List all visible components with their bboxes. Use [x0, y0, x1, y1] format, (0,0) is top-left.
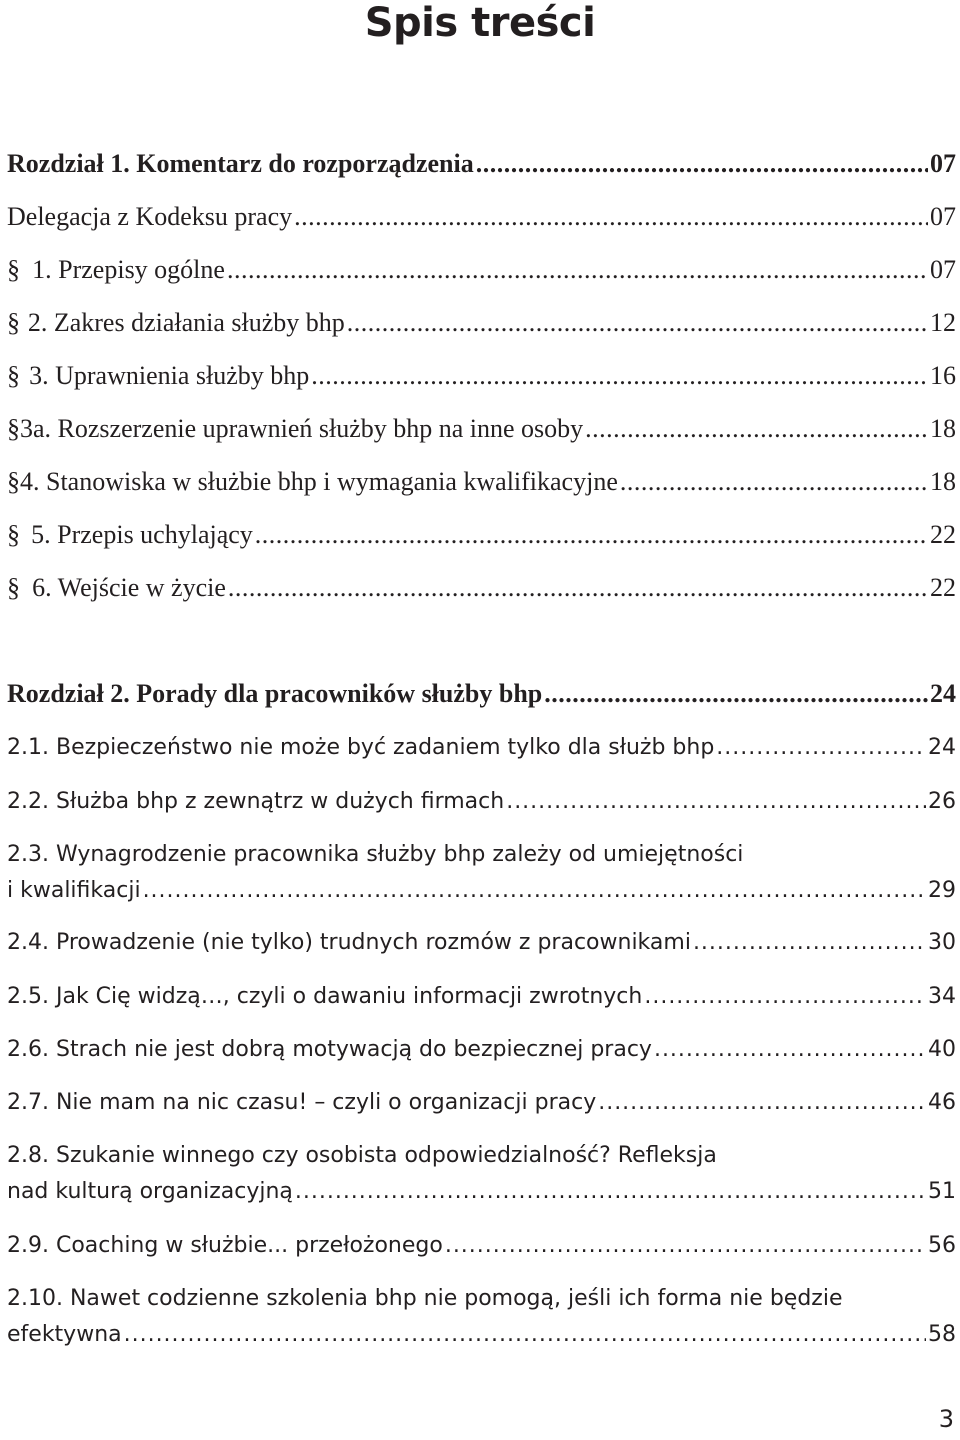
section-sign: §: [7, 573, 20, 602]
toc-entry-page: 22: [930, 520, 956, 549]
toc-entry[interactable]: [7, 252, 956, 288]
toc-entry-label: 2. Zakres działania służby bhp: [27, 308, 345, 337]
toc-entry-label: 2.1. Bezpieczeństwo nie może być zadaniem tylko dla służb bhp: [7, 735, 715, 760]
toc-entry-label: 2.4. Prowadzenie (nie tylko) trudnych rozmów z pracownikami: [7, 930, 691, 955]
toc-entry[interactable]: [7, 464, 956, 500]
dot-leader: [124, 1317, 926, 1353]
toc-entry[interactable]: [7, 837, 956, 909]
dot-leader: [644, 979, 926, 1015]
toc-entry[interactable]: [7, 358, 956, 394]
toc-entry-page: 07: [930, 255, 956, 284]
dot-leader: [693, 925, 926, 961]
dot-leader: [445, 1228, 926, 1264]
toc-entry-page: 46: [928, 1090, 956, 1115]
toc-entry-label: 4. Stanowiska w służbie bhp i wymagania kwalifikacyjne: [20, 467, 618, 496]
dot-leader: [311, 358, 928, 394]
section-sign: §: [7, 520, 20, 549]
toc-entry-page: 24: [928, 735, 956, 760]
toc-entry-label: Rozdział 1. Komentarz do rozporządzenia: [7, 149, 474, 178]
toc-entry-first-line: 2.10. Nawet codzienne szkolenia bhp nie pomogą, jeśli ich forma nie będzie: [7, 1286, 843, 1311]
toc-entry-label: 2.5. Jak Cię widzą…, czyli o dawaniu informacji zwrotnych: [7, 984, 643, 1009]
dot-leader: [716, 730, 926, 766]
page-number: 3: [938, 1405, 954, 1433]
toc-entry-label: 2.9. Coaching w służbie... przełożonego: [7, 1233, 443, 1258]
dot-leader: [255, 517, 928, 553]
dot-leader: [476, 146, 928, 182]
toc-entry-label: Delegacja z Kodeksu pracy: [7, 202, 293, 231]
toc-entry-page: 12: [930, 308, 956, 337]
toc-entry-page: 29: [928, 878, 956, 903]
toc-entry[interactable]: [7, 1085, 956, 1121]
toc-entry[interactable]: [7, 730, 956, 766]
toc-entry-first-line: 2.3. Wynagrodzenie pracownika służby bhp zależy od umiejętności: [7, 842, 744, 867]
dot-leader: [506, 784, 926, 820]
toc-entry[interactable]: [7, 1032, 956, 1068]
toc-entry-page: 51: [928, 1179, 956, 1204]
toc-entry-label: 5. Przepis uchylający: [31, 520, 253, 549]
dot-leader: [228, 570, 928, 606]
section-sign: §: [7, 255, 20, 284]
toc-chapter-2-heading[interactable]: [7, 676, 956, 712]
dot-leader: [294, 199, 928, 235]
toc-entry-label: 6. Wejście w życie: [32, 573, 226, 602]
toc-entry-label: 3a. Rozszerzenie uprawnień służby bhp na inne osoby: [20, 414, 584, 443]
section-sign: §: [7, 308, 20, 337]
dot-leader: [620, 464, 928, 500]
toc-entry-page: 26: [928, 789, 956, 814]
section-sign: §: [7, 361, 20, 390]
toc-entry[interactable]: [7, 199, 956, 235]
toc-entry-label: 1. Przepisy ogólne: [32, 255, 225, 284]
toc-entry-page: 16: [930, 361, 956, 390]
section-sign: §: [7, 414, 20, 443]
dot-leader: [598, 1085, 926, 1121]
toc-entry[interactable]: [7, 570, 956, 606]
toc-entry-label: Rozdział 2. Porady dla pracowników służby bhp: [7, 679, 543, 708]
toc-entry-page: 18: [930, 467, 956, 496]
toc-entry[interactable]: [7, 411, 956, 447]
dot-leader: [544, 676, 928, 712]
dot-leader: [654, 1032, 926, 1068]
section-sign: §: [7, 467, 20, 496]
toc-entry-page: 18: [930, 414, 956, 443]
toc-entry-page: 07: [930, 149, 956, 178]
toc-entry-label: nad kulturą organizacyjną: [7, 1179, 293, 1204]
toc-entry[interactable]: [7, 925, 956, 961]
page-title: Spis treści: [364, 0, 596, 46]
toc-entry[interactable]: [7, 784, 956, 820]
toc-entry-label: i kwalifikacji: [7, 878, 141, 903]
dot-leader: [347, 305, 928, 341]
toc-entry-label: 2.7. Nie mam na nic czasu! – czyli o organizacji pracy: [7, 1090, 597, 1115]
dot-leader: [295, 1174, 926, 1210]
dot-leader: [227, 252, 928, 288]
toc-entry[interactable]: [7, 1228, 956, 1264]
toc-entry-page: 40: [928, 1037, 956, 1062]
toc-entry-first-line: 2.8. Szukanie winnego czy osobista odpowiedzialność? Refleksja: [7, 1143, 717, 1168]
toc-entry-label: 3. Uprawnienia służby bhp: [29, 361, 310, 390]
toc-entry-label: efektywna: [7, 1322, 122, 1347]
toc-entry-page: 30: [928, 930, 956, 955]
toc-entry[interactable]: [7, 1138, 956, 1210]
toc-entry-page: 24: [930, 679, 956, 708]
dot-leader: [143, 873, 926, 909]
toc-entry-page: 58: [928, 1322, 956, 1347]
toc-entry[interactable]: [7, 517, 956, 553]
toc-entry[interactable]: [7, 1281, 956, 1353]
toc-chapter-1-heading[interactable]: [7, 146, 956, 182]
toc-entry-page: 56: [928, 1233, 956, 1258]
toc-entry-label: 2.6. Strach nie jest dobrą motywacją do bezpiecznej pracy: [7, 1037, 652, 1062]
toc-entry-page: 34: [928, 984, 956, 1009]
toc-entry-page: 07: [930, 202, 956, 231]
toc-entry[interactable]: [7, 979, 956, 1015]
toc-entry-label: 2.2. Służba bhp z zewnątrz w dużych firmach: [7, 789, 505, 814]
toc-entry-page: 22: [930, 573, 956, 602]
toc-entry[interactable]: [7, 305, 956, 341]
dot-leader: [585, 411, 928, 447]
